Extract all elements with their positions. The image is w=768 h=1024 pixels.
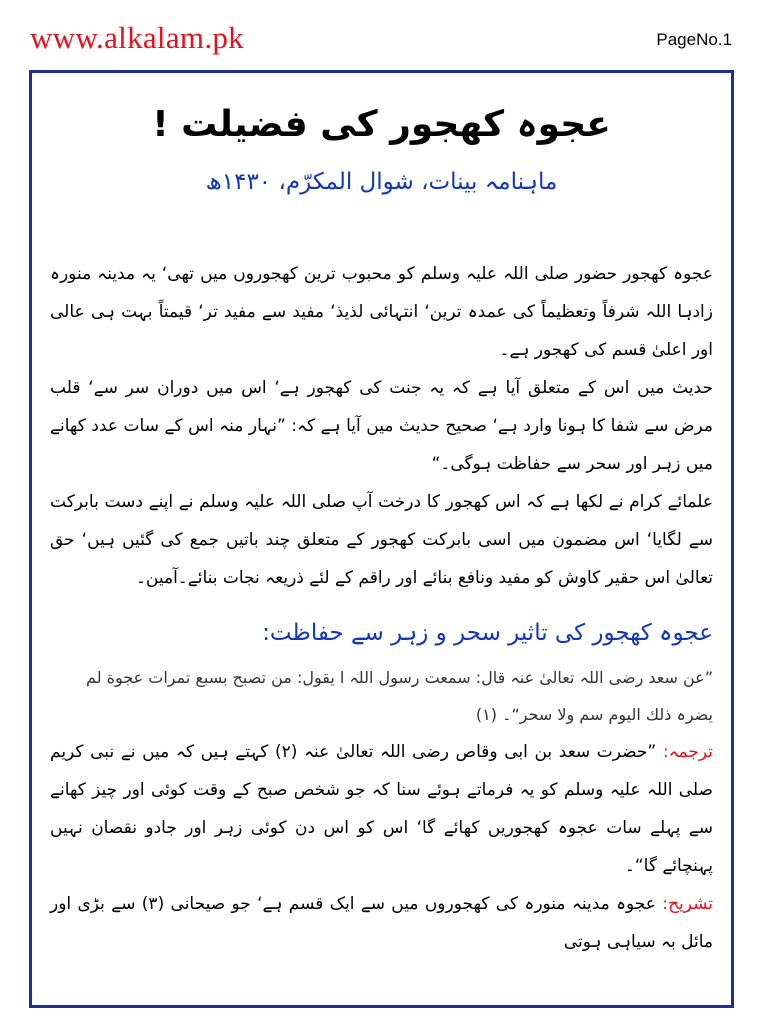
- site-url[interactable]: www.alkalam.pk: [30, 20, 244, 55]
- explanation-label: تشریح:: [662, 894, 713, 914]
- hadith-arabic-text: ”عن سعد رضی اللہ تعالیٰ عنہ قال: سمعت رسول اللہ ا یقول: من تصبح بسبع تمرات عجوة لم یضرہ ذلك الیوم سم ولا سحر“۔ (۱): [86, 668, 713, 724]
- article-source: ماہنامہ بینات، شوال المکرّم، ۱۴۳۰ھ: [205, 169, 558, 195]
- article-content: [50, 99, 713, 995]
- translation-paragraph: [50, 733, 713, 885]
- explanation-paragraph: [50, 885, 713, 961]
- page-number: PageNo.1: [656, 30, 732, 49]
- section-heading: عجوہ کھجور کی تاثیر سحر و زہر سے حفاظت:: [262, 620, 713, 646]
- translation-text: ”حضرت سعد بن ابی وقاص رضی اللہ تعالیٰ عنہ (۲) کہتے ہیں کہ میں نے نبی کریم صلی اللہ علیہ وسلم کو یہ فرماتے ہوئے سنا کہ جو شخص صبح کے وقت کوئی اور چیز کھانے سے پہلے سات عجوہ کھجوریں کھائے گا‘ اس کو اس دن کوئی زہر اور جادو نقصان نہیں پہنچائے گا“۔: [50, 742, 713, 876]
- paragraph-hadith-mention: حدیث میں اس کے متعلق آیا ہے کہ یہ جنت کی کھجور ہے‘ اس میں دوران سر سے‘ قلب مرض سے شفا کا ہونا وارد ہے‘ صحیح حدیث میں آیا ہے کہ: ”نہار منہ اس کے سات عدد کھانے میں زہر اور سحر سے حفاظت ہوگی۔“: [50, 378, 713, 474]
- paragraph-scholars: علمائے کرام نے لکھا ہے کہ اس کھجور کا درخت آپ صلی اللہ علیہ وسلم نے اپنے دست بابرکت سے لگایا‘ اس مضمون میں اسی بابرکت کھجور کے متعلق چند باتیں جمع کی گئیں ہیں‘ حق تعالیٰ اس حقیر کاوش کو مفید ونافع بنائے اور راقم کے لئے ذریعہ نجات بنائے۔آمین۔: [50, 492, 713, 588]
- translation-label: ترجمہ:: [662, 742, 713, 762]
- article-frame: [29, 70, 734, 1008]
- explanation-text: عجوہ مدینہ منورہ کی کھجوروں میں سے ایک قسم ہے‘ جو صیحانی (۳) سے بڑی اور مائل بہ سیاہی ہوتی: [50, 894, 713, 952]
- paragraph-intro: عجوہ کھجور حضور صلی اللہ علیہ وسلم کو محبوب ترین کھجوروں میں تھی‘ یہ مدینہ منورہ زادہا اللہ شرفاً وتعظیماً کی عمدہ ترین‘ انتہائی لذیذ‘ مفید سے مفید تر‘ قیمتاً بہت ہی عالی اور اعلیٰ قسم کی کھجور ہے۔: [50, 264, 713, 360]
- article-title: عجوہ کھجور کی فضیلت !: [152, 104, 611, 145]
